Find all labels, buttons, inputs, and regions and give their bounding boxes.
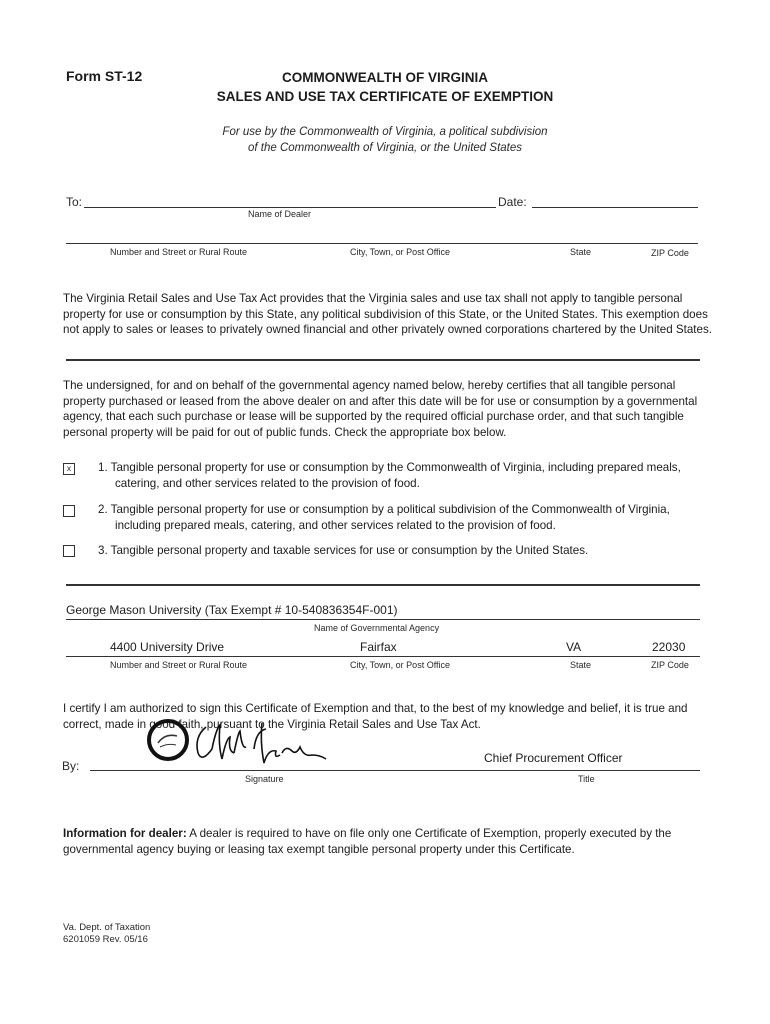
option-2-line: 2. Tangible personal property for use or consumption by a political subdivision of the Commonwealth of Virginia, [98,503,670,516]
certify-line: correct, made in good faith, pursuant to the Virginia Retail Sales and Use Tax Act. [63,717,481,731]
agency-name-caption: Name of Governmental Agency [314,623,440,633]
option-1-line: catering, and other services related to the provision of food. [115,476,420,490]
option-1-text [98,460,681,491]
footer-department: Va. Dept. of Taxation [63,922,151,933]
seal-stamp [147,719,189,761]
agency-name-field[interactable] [66,619,700,620]
handwritten-signature [192,719,332,771]
date-field[interactable] [532,207,698,208]
option-2-checkbox[interactable] [63,505,75,517]
form-number: Form ST-12 [66,68,143,84]
dealer-city-caption: City, Town, or Post Office [350,247,451,257]
dealer-street-caption: Number and Street or Rural Route [110,247,248,257]
by-label: By: [62,759,80,773]
section-divider [66,584,700,586]
signer-title-value: Chief Procurement Officer [484,751,623,765]
certification-paragraph [63,378,713,440]
agency-state-value: VA [566,640,582,654]
dealer-name-caption: Name of Dealer [248,209,312,219]
agency-street-caption: Number and Street or Rural Route [110,660,248,670]
section-divider [66,359,700,361]
option-3-checkbox[interactable] [63,545,75,557]
form-title-line2: SALES AND USE TAX CERTIFICATE OF EXEMPTION [216,89,554,104]
intro-line: not apply to sales or leases to privately owned financial and other privately owned corporations chartered by the United States. [63,323,712,336]
footer-form-code: 6201059 Rev. 05/16 [63,934,148,945]
option-3-text [98,543,588,559]
certification-line: personal property will be paid for out of public funds. Check the appropriate box below. [63,425,507,439]
date-label: Date: [498,195,527,209]
option-2-line: including prepared meals, catering, and other services related to the provision of food. [115,518,556,532]
certification-line: agency, that each such purchase or lease will be supported by the required official purchase order, and that such tangible [63,410,684,423]
option-1-line: 1. Tangible personal property for use or consumption by the Commonwealth of Virginia, including prepared meals, [98,461,681,474]
to-label: To: [66,195,83,209]
agency-state-caption: State [570,660,592,670]
certification-line: The undersigned, for and on behalf of the governmental agency named below, hereby certifies that all tangible personal [63,379,676,392]
form-title-line1: COMMONWEALTH OF VIRGINIA [282,70,488,85]
agency-zip-value: 22030 [652,640,686,654]
certification-line: property purchased or leased from the above dealer on and after this date will be for use or consumption by a governmental [63,394,698,408]
dealer-info-heading: Information for dealer: [63,827,187,840]
agency-address-field[interactable] [66,656,700,657]
signature-field[interactable] [90,770,700,771]
option-1-checkbox[interactable]: x [63,463,75,475]
intro-paragraph [63,291,713,338]
dealer-information [63,826,723,857]
option-2-text [98,502,670,533]
intro-line: The Virginia Retail Sales and Use Tax Act provides that the Virginia sales and use tax shall not apply to tangible personal [63,292,683,305]
title-caption: Title [578,774,595,784]
signature-caption: Signature [245,774,284,784]
agency-city-caption: City, Town, or Post Office [350,660,451,670]
certify-line: I certify I am authorized to sign this Certificate of Exemption and that, to the best of my knowledge and belief, it is true and [63,702,688,715]
intro-line: property for use or consumption by this State, any political subdivision of this State, or the United States. This exemption does [63,307,708,321]
agency-city-value: Fairfax [360,640,397,654]
form-footer [63,922,150,946]
agency-zip-caption: ZIP Code [651,660,689,670]
dealer-info-line [63,826,723,842]
seal-mark-icon [151,723,185,757]
dealer-address-field[interactable] [66,243,698,244]
dealer-info-text: A dealer is required to have on file only one Certificate of Exemption, properly executed by the [186,827,672,840]
agency-name-value: George Mason University (Tax Exempt # 10-540836354F-001) [66,603,398,617]
option-3-line: 3. Tangible personal property and taxable services for use or consumption by the United States. [98,544,589,557]
dealer-name-field[interactable] [84,207,496,208]
dealer-info-line: governmental agency buying or leasing tax exempt tangible personal property under this Certificate. [63,842,575,856]
dealer-state-caption: State [570,247,592,257]
agency-street-value: 4400 University Drive [110,640,225,654]
form-subtitle-line2: of the Commonwealth of Virginia, or the United States [247,142,523,154]
dealer-zip-caption: ZIP Code [651,248,689,258]
form-subtitle-line1: For use by the Commonwealth of Virginia, a political subdivision [222,126,548,138]
